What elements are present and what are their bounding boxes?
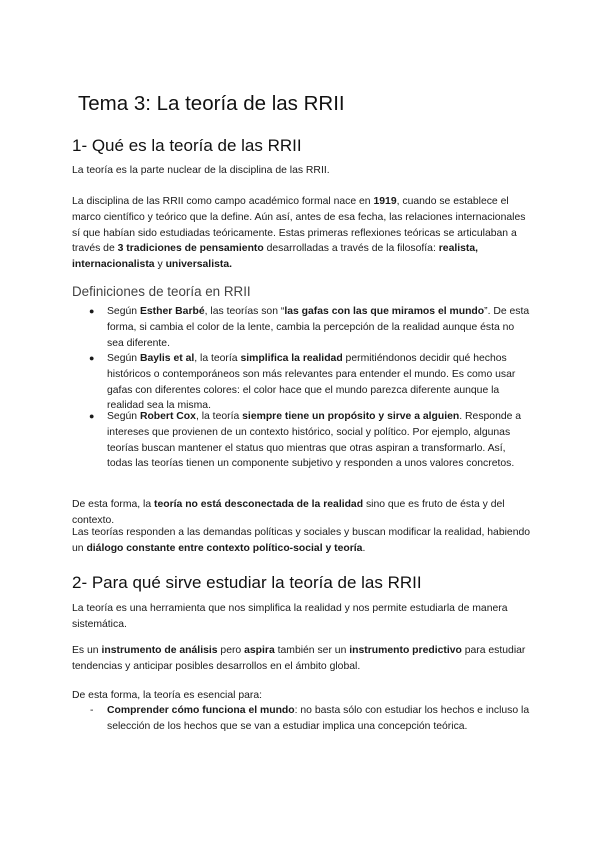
section-2-paragraph-2: Es un instrumento de análisis pero aspira también ser un instrumento predictivo para estudiar tendencias y anticipar posibles desarrollos en el ámbito global. <box>72 645 526 672</box>
section-1-paragraph-2: La disciplina de las RRII como campo académico formal nace en 1919, cuando se establece el marco científico y teórico que la define. Aún así, antes de esa fecha, las relaciones internacionales sí que habían sido estudiadas teóricamente. Estas primeras reflexiones teóricas se articulaban a través de 3 tradiciones de pensamiento desarrolladas a través de la filosofía: realista, internacionalista y universalista. <box>72 196 526 271</box>
essential-item-understand-world: Comprender cómo funciona el mundo: no basta sólo con estudiar los hechos e incluso la selección de los hechos que se van a estudiar implica una concepción teórica. <box>107 705 530 732</box>
definition-item-baylis: Según Baylis et al, la teoría simplifica la realidad permitiéndonos decidir qué hechos históricos o contemporáneos son más relevantes para entender el mundo. Es como usar gafas con diferentes colores: el color hace que el mundo parezca diferente aunque la realidad sea la misma. <box>107 353 516 412</box>
definition-item-cox: Según Robert Cox, la teoría siempre tiene un propósito y sirve a alguien. Responde a intereses que provienen de un contexto histórico, social y político. Por ejemplo, algunas teorías buscan mantener el status quo mientras que otras aspiran a transformarlo. Así, todas las teorías tienen un componente subjetivo y responden a unos valores concretos. <box>107 411 522 470</box>
section-1-paragraph-4: Las teorías responden a las demandas políticas y sociales y buscan modificar la realidad, habiendo un diálogo constante entre contexto político-social y teoría. <box>72 527 531 554</box>
document-title: Tema 3: La teoría de las RRII <box>78 92 345 115</box>
section-2-paragraph-1: La teoría es una herramienta que nos simplifica la realidad y nos permite estudiarla de manera sistemática. <box>72 603 508 630</box>
section-1-paragraph-1: La teoría es la parte nuclear de la disciplina de las RRII. <box>72 165 330 176</box>
bullet-marker: ● <box>89 353 95 363</box>
section-1-heading: 1- Qué es la teoría de las RRII <box>72 136 302 155</box>
bullet-marker: ● <box>89 411 95 421</box>
bullet-marker: ● <box>89 306 95 316</box>
section-2-heading: 2- Para qué sirve estudiar la teoría de las RRII <box>72 573 422 592</box>
definition-item-barbe: Según Esther Barbé, las teorías son “las gafas con las que miramos el mundo”. De esta forma, si cambia el color de la lente, cambia la percepción de la realidad aunque ésta no sea diferente. <box>107 306 530 349</box>
section-1-paragraph-3: De esta forma, la teoría no está desconectada de la realidad sino que es fruto de ésta y del contexto. <box>72 499 505 526</box>
dash-marker: - <box>90 705 94 716</box>
section-2-paragraph-3: De esta forma, la teoría es esencial para: <box>72 690 263 701</box>
definitions-subheading: Definiciones de teoría en RRII <box>72 284 251 299</box>
